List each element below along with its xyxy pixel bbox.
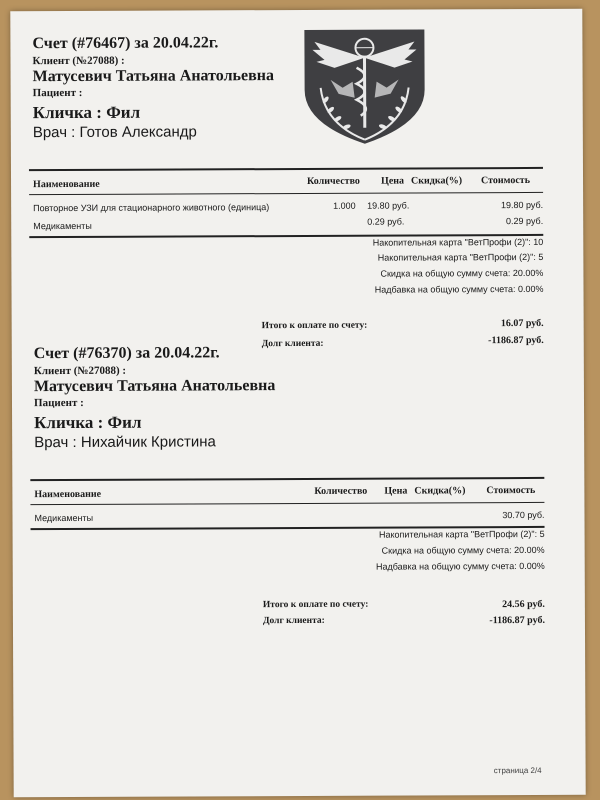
invoice-title: Счет (#76370) за 20.04.22г. — [33, 344, 220, 363]
summary-line: Скидка на общую сумму счета: 20.00% — [381, 544, 545, 556]
client-name: Матусевич Татьяна Анатольевна — [33, 377, 276, 396]
debt-label: Долг клиента: — [261, 338, 324, 350]
page-number: страница 2/4 — [493, 765, 542, 776]
doctor-name: Врач : Нихайчик Кристина — [34, 433, 216, 452]
col-cost-header: Стоимость — [486, 484, 536, 497]
invoice-title: Счет (#76467) за 20.04.22г. — [32, 34, 219, 53]
client-label: Клиент (№27088) : — [32, 54, 125, 68]
col-name-header: Наименование — [34, 488, 102, 501]
col-price-header: Цена — [381, 175, 405, 187]
total-value: 24.56 руб. — [502, 598, 545, 611]
row-cost: 30.70 руб. — [502, 509, 545, 521]
invoice-sheet — [10, 9, 585, 797]
summary-line: Накопительная карта "ВетПрофи (2)": 10 — [372, 236, 544, 248]
debt-label: Долг клиента: — [262, 615, 325, 627]
row-price: 0.29 руб. — [367, 216, 405, 227]
caduceus-shield-logo — [294, 27, 435, 146]
row-name: Медикаменты — [34, 512, 94, 524]
table-header-rule — [30, 502, 544, 505]
col-price-header: Цена — [384, 485, 408, 497]
client-label: Клиент (№27088) : — [33, 364, 127, 378]
table-top-rule — [29, 167, 543, 171]
row-name: Повторное УЗИ для стационарного животного (единица) — [33, 202, 270, 214]
col-discount-header: Скидка(%) — [411, 175, 463, 187]
col-name-header: Наименование — [33, 178, 100, 191]
summary-line: Надбавка на общую сумму счета: 0.00% — [374, 283, 544, 295]
table-top-rule — [30, 477, 544, 481]
row-name: Медикаменты — [33, 220, 92, 232]
total-label: Итого к оплате по счету: — [262, 599, 369, 611]
col-qty-header: Количество — [314, 485, 368, 497]
patient-label: Пациент : — [32, 86, 83, 100]
table-header-rule — [29, 192, 543, 195]
client-name: Матусевич Татьяна Анатольевна — [32, 67, 274, 86]
row-price: 19.80 руб. — [367, 200, 410, 211]
col-qty-header: Количество — [307, 175, 360, 187]
row-cost: 19.80 руб. — [500, 199, 544, 211]
debt-value: -1186.87 руб. — [488, 334, 544, 347]
total-value: 16.07 руб. — [500, 317, 544, 330]
col-discount-header: Скидка(%) — [414, 485, 466, 497]
summary-line: Накопительная карта "ВетПрофи (2)": 5 — [377, 251, 544, 263]
patient-label: Пациент : — [33, 396, 84, 410]
summary-line: Надбавка на общую сумму счета: 0.00% — [375, 560, 545, 572]
doctor-name: Врач : Готов Александр — [32, 123, 197, 142]
summary-line: Скидка на общую сумму счета: 20.00% — [380, 267, 544, 279]
debt-value: -1186.87 руб. — [489, 614, 545, 627]
row-qty: 1.000 — [333, 200, 356, 211]
row-cost: 0.29 руб. — [505, 215, 544, 227]
total-label: Итого к оплате по счету: — [261, 320, 368, 332]
col-cost-header: Стоимость — [481, 174, 531, 187]
pet-name: Кличка : Фил — [34, 412, 142, 433]
pet-name: Кличка : Фил — [32, 102, 141, 123]
summary-line: Накопительная карта "ВетПрофи (2)": 5 — [378, 528, 545, 540]
